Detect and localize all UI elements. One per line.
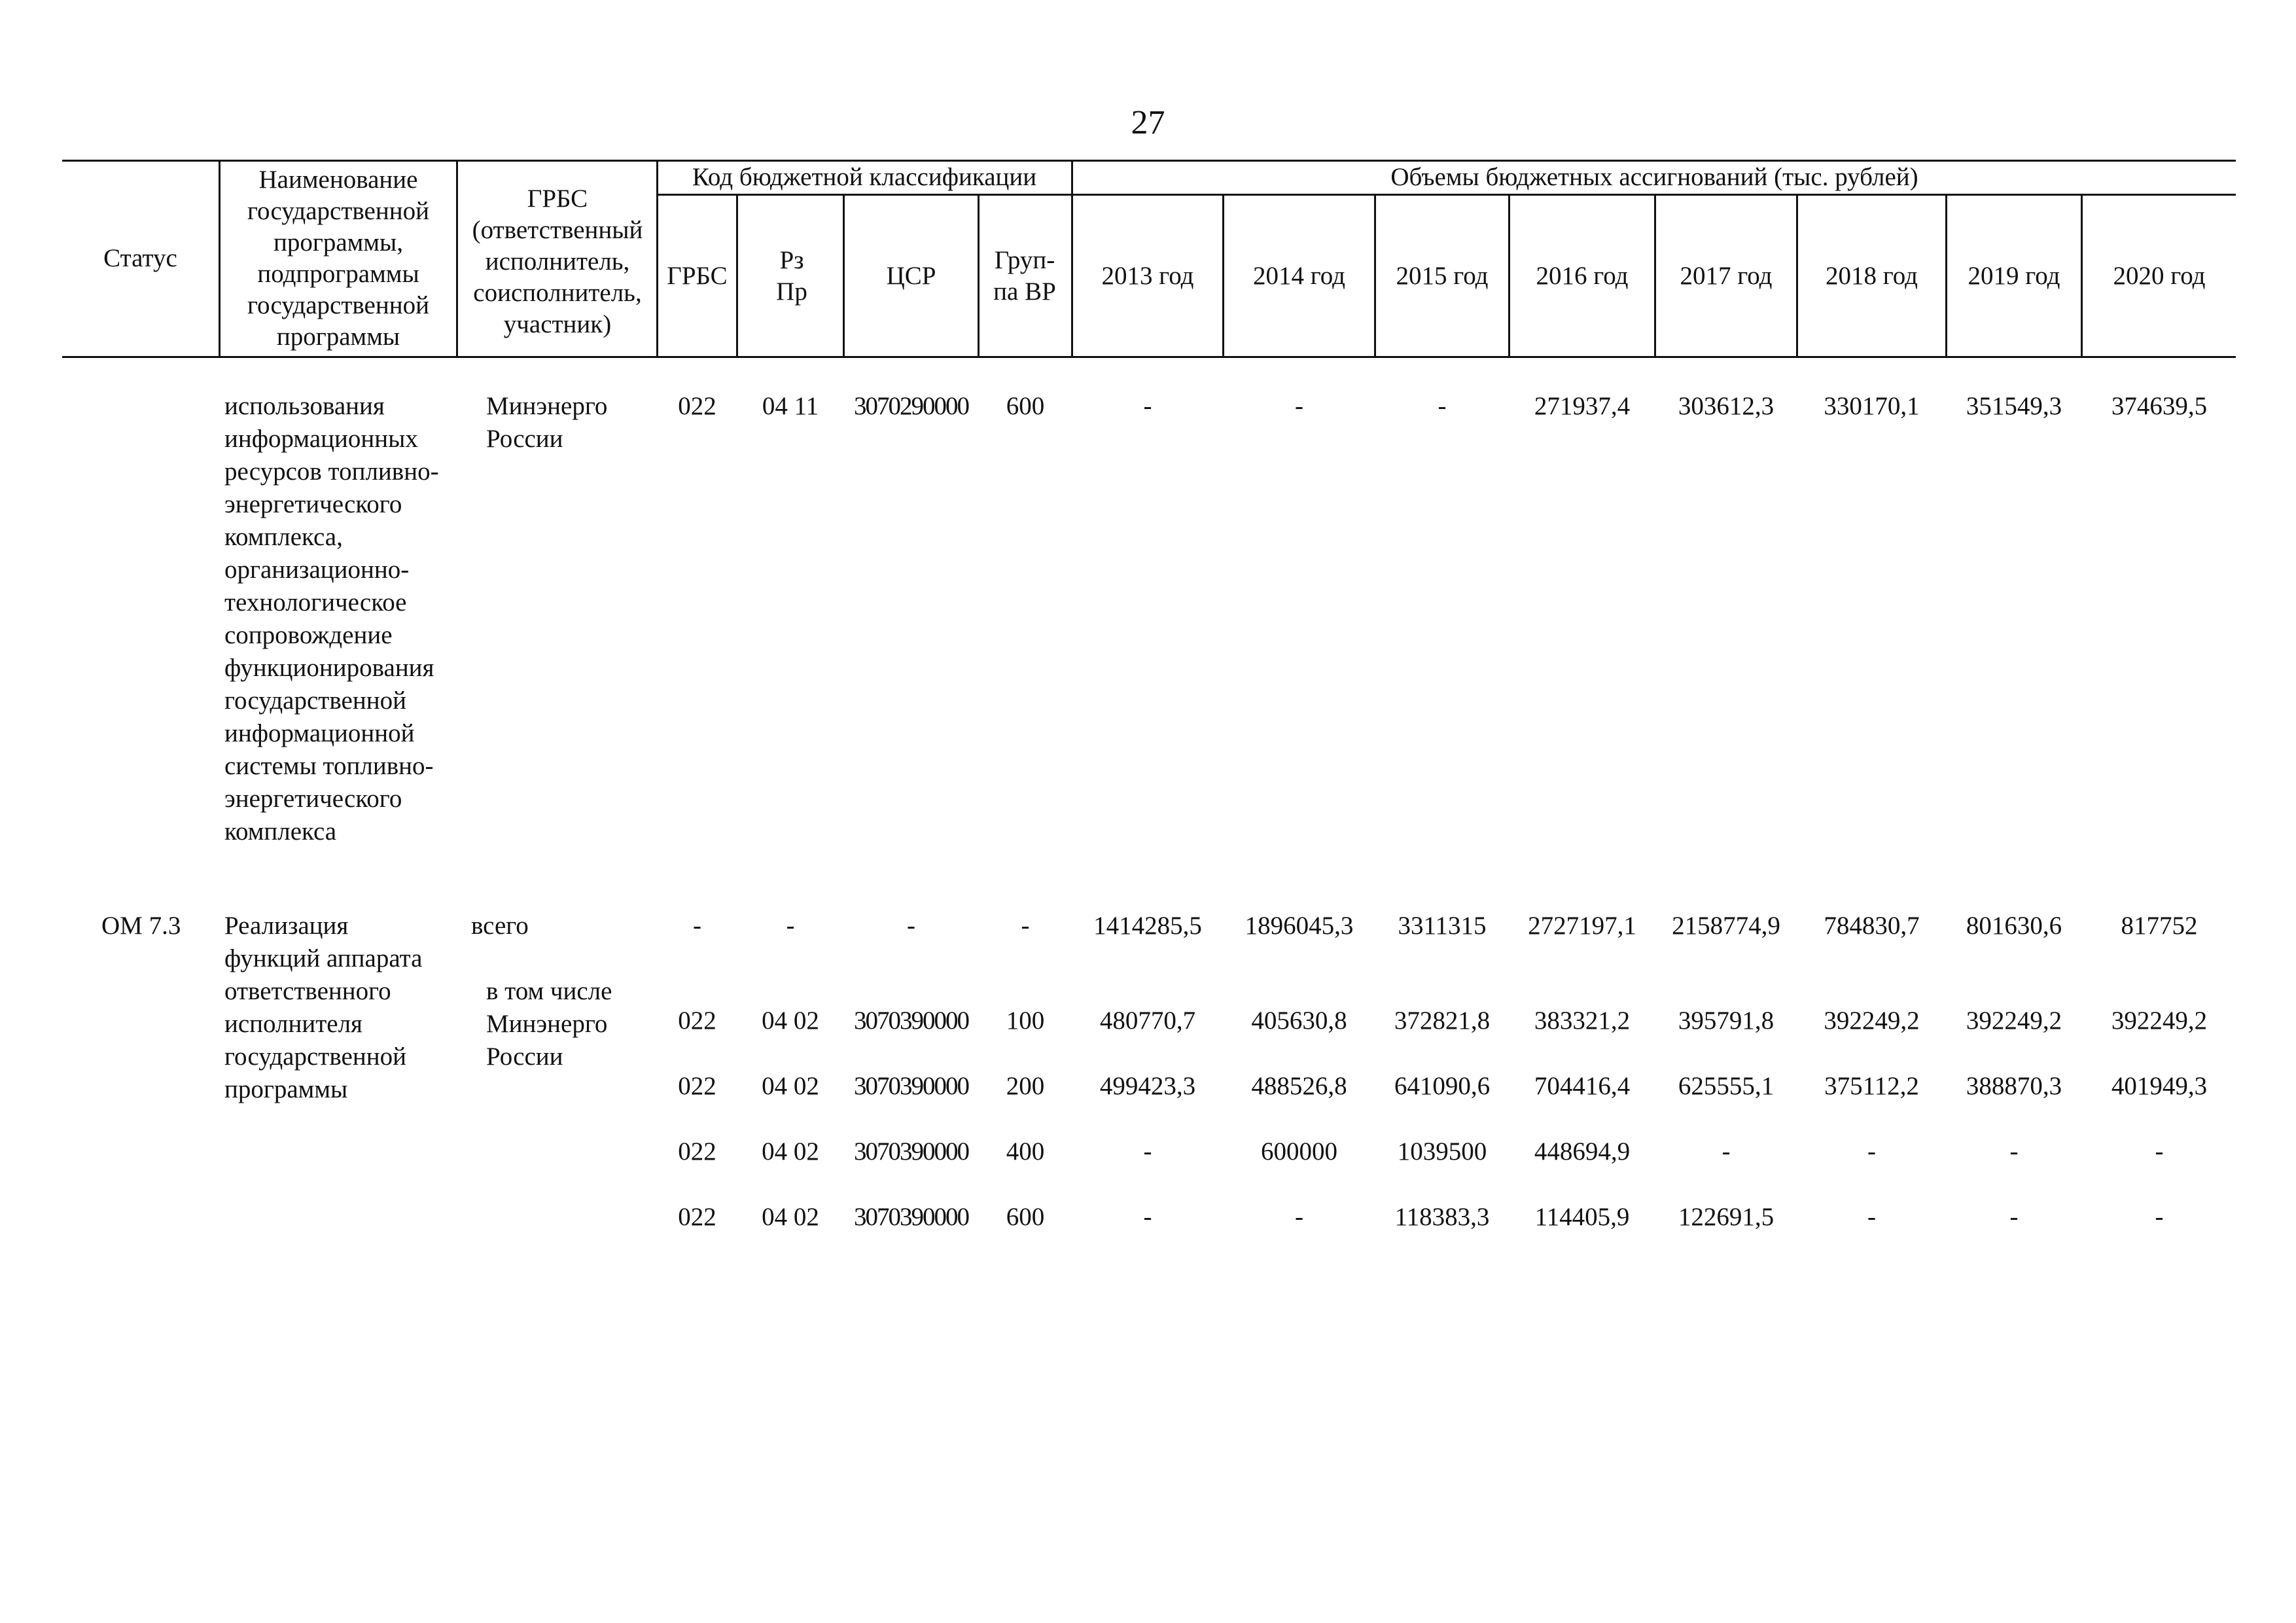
cell-2013: - xyxy=(1143,392,1152,420)
header-col-grbs: ГРБС xyxy=(667,261,728,290)
cell-rzpr: 04 02 xyxy=(762,1203,819,1231)
cell-2016: 383321,2 xyxy=(1534,1007,1631,1035)
cell-grbs: - xyxy=(693,912,701,940)
cell-csr: 3070390000 xyxy=(854,1203,968,1231)
cell-2020: 392249,2 xyxy=(2111,1007,2208,1035)
cell-2018: 392249,2 xyxy=(1824,1007,1920,1035)
header-year-2020: 2020 год xyxy=(2113,261,2206,290)
header-bottom-border xyxy=(62,356,2236,358)
header-year-2018: 2018 год xyxy=(1826,261,1918,290)
cell-2017: 303612,3 xyxy=(1678,392,1775,420)
header-col-rzpr: Рз Пр xyxy=(776,245,807,306)
cell-vr: 600 xyxy=(1006,1203,1045,1231)
col-divider xyxy=(978,194,980,356)
cell-2013: 499423,3 xyxy=(1099,1072,1196,1100)
cell-rzpr: 04 11 xyxy=(762,392,819,420)
cell-2017: 395791,8 xyxy=(1678,1007,1775,1035)
header-year-2016: 2016 год xyxy=(1536,261,1629,290)
cell-2013: - xyxy=(1143,1137,1152,1166)
block2-total-label: всего xyxy=(471,912,529,940)
cell-2019: 388870,3 xyxy=(1966,1072,2062,1100)
header-grbs-responsible: ГРБС (ответственный исполнитель, соисполнитель, участник) xyxy=(472,185,643,338)
cell-2014: - xyxy=(1295,392,1303,420)
header-year-2015: 2015 год xyxy=(1396,261,1489,290)
cell-rzpr: - xyxy=(786,912,795,940)
cell-2013: - xyxy=(1143,1203,1152,1231)
cell-grbs: 022 xyxy=(678,392,716,420)
page-number: 27 xyxy=(1131,104,1165,141)
cell-rzpr: 04 02 xyxy=(762,1137,819,1166)
cell-2015: 641090,6 xyxy=(1394,1072,1491,1100)
col-divider xyxy=(456,160,458,356)
header-status: Статус xyxy=(103,244,177,272)
block1-program-name: использования информационных ресурсов топливно-энергетического комплекса, организационно-технологическое сопровождение функционирования государственной информационной системы топливно-энергетического комплекса xyxy=(224,392,439,846)
cell-2015: 3311315 xyxy=(1398,912,1487,940)
cell-2020: 374639,5 xyxy=(2111,392,2208,420)
cell-2019: 351549,3 xyxy=(1966,392,2062,420)
cell-2014: 1896045,3 xyxy=(1245,912,1354,940)
cell-2017: 2158774,9 xyxy=(1672,912,1780,940)
cell-2014: - xyxy=(1295,1203,1303,1231)
cell-vr: 600 xyxy=(1006,392,1045,420)
block2-including-label: в том числе xyxy=(486,977,612,1005)
cell-2013: 1414285,5 xyxy=(1093,912,1202,940)
cell-2015: 372821,8 xyxy=(1394,1007,1491,1035)
cell-2017: - xyxy=(1722,1137,1731,1166)
cell-csr: 3070390000 xyxy=(854,1007,968,1035)
cell-grbs: 022 xyxy=(678,1137,716,1166)
block2-status: ОМ 7.3 xyxy=(101,912,181,940)
cell-2019: 392249,2 xyxy=(1966,1007,2062,1035)
cell-csr: 3070390000 xyxy=(854,1137,968,1166)
cell-2018: - xyxy=(1867,1203,1876,1231)
block2-responsible: Минэнерго России xyxy=(486,1010,608,1071)
cell-2017: 625555,1 xyxy=(1678,1072,1775,1100)
col-divider xyxy=(219,160,221,356)
cell-2014: 600000 xyxy=(1261,1137,1337,1166)
cell-2019: - xyxy=(2009,1137,2019,1166)
header-col-vr: Груп-па ВР xyxy=(993,245,1056,306)
cell-2018: 784830,7 xyxy=(1824,912,1920,940)
cell-2016: 271937,4 xyxy=(1534,392,1631,420)
header-budget-code: Код бюджетной классификации xyxy=(692,163,1037,191)
cell-2015: 1039500 xyxy=(1397,1137,1487,1166)
header-budget-volumes: Объемы бюджетных ассигнований (тыс. рублей) xyxy=(1390,163,1918,191)
block1-responsible: Минэнерго России xyxy=(486,392,608,453)
cell-vr: 400 xyxy=(1006,1137,1045,1166)
cell-rzpr: 04 02 xyxy=(762,1007,819,1035)
cell-2020: 817752 xyxy=(2121,912,2198,940)
header-year-2017: 2017 год xyxy=(1680,261,1773,290)
cell-grbs: 022 xyxy=(678,1072,716,1100)
cell-2018: 375112,2 xyxy=(1824,1072,1919,1100)
cell-2019: 801630,6 xyxy=(1966,912,2062,940)
cell-vr: - xyxy=(1021,912,1030,940)
cell-rzpr: 04 02 xyxy=(762,1072,819,1100)
cell-vr: 100 xyxy=(1006,1007,1045,1035)
cell-2020: - xyxy=(2155,1137,2164,1166)
cell-vr: 200 xyxy=(1006,1072,1045,1100)
header-col-csr: ЦСР xyxy=(886,261,936,290)
cell-2016: 114405,9 xyxy=(1534,1203,1630,1231)
cell-2016: 448694,9 xyxy=(1534,1137,1631,1166)
cell-grbs: 022 xyxy=(678,1007,716,1035)
cell-2015: - xyxy=(1438,392,1447,420)
cell-2013: 480770,7 xyxy=(1099,1007,1196,1035)
cell-csr: 3070390000 xyxy=(854,1072,968,1100)
cell-2015: 118383,3 xyxy=(1394,1203,1490,1231)
cell-2016: 2727197,1 xyxy=(1528,912,1636,940)
block2-program-name: Реализация функций аппарата ответственного исполнителя государственной программы xyxy=(224,912,423,1103)
header-year-2013: 2013 год xyxy=(1101,261,1194,290)
cell-2014: 488526,8 xyxy=(1251,1072,1347,1100)
cell-2018: - xyxy=(1867,1137,1876,1166)
cell-2019: - xyxy=(2009,1203,2019,1231)
header-year-2019: 2019 год xyxy=(1968,261,2060,290)
header-program-name: Наименование государственной программы, подпрограммы государственной программы xyxy=(247,166,429,351)
col-divider xyxy=(736,194,738,356)
cell-2016: 704416,4 xyxy=(1534,1072,1631,1100)
cell-2018: 330170,1 xyxy=(1824,392,1920,420)
cell-grbs: 022 xyxy=(678,1203,716,1231)
cell-2020: - xyxy=(2155,1203,2164,1231)
cell-csr: 3070290000 xyxy=(854,392,968,420)
cell-csr: - xyxy=(907,912,915,940)
header-year-2014: 2014 год xyxy=(1253,261,1345,290)
cell-2014: 405630,8 xyxy=(1251,1007,1347,1035)
cell-2017: 122691,5 xyxy=(1678,1203,1775,1231)
cell-2020: 401949,3 xyxy=(2111,1072,2208,1100)
